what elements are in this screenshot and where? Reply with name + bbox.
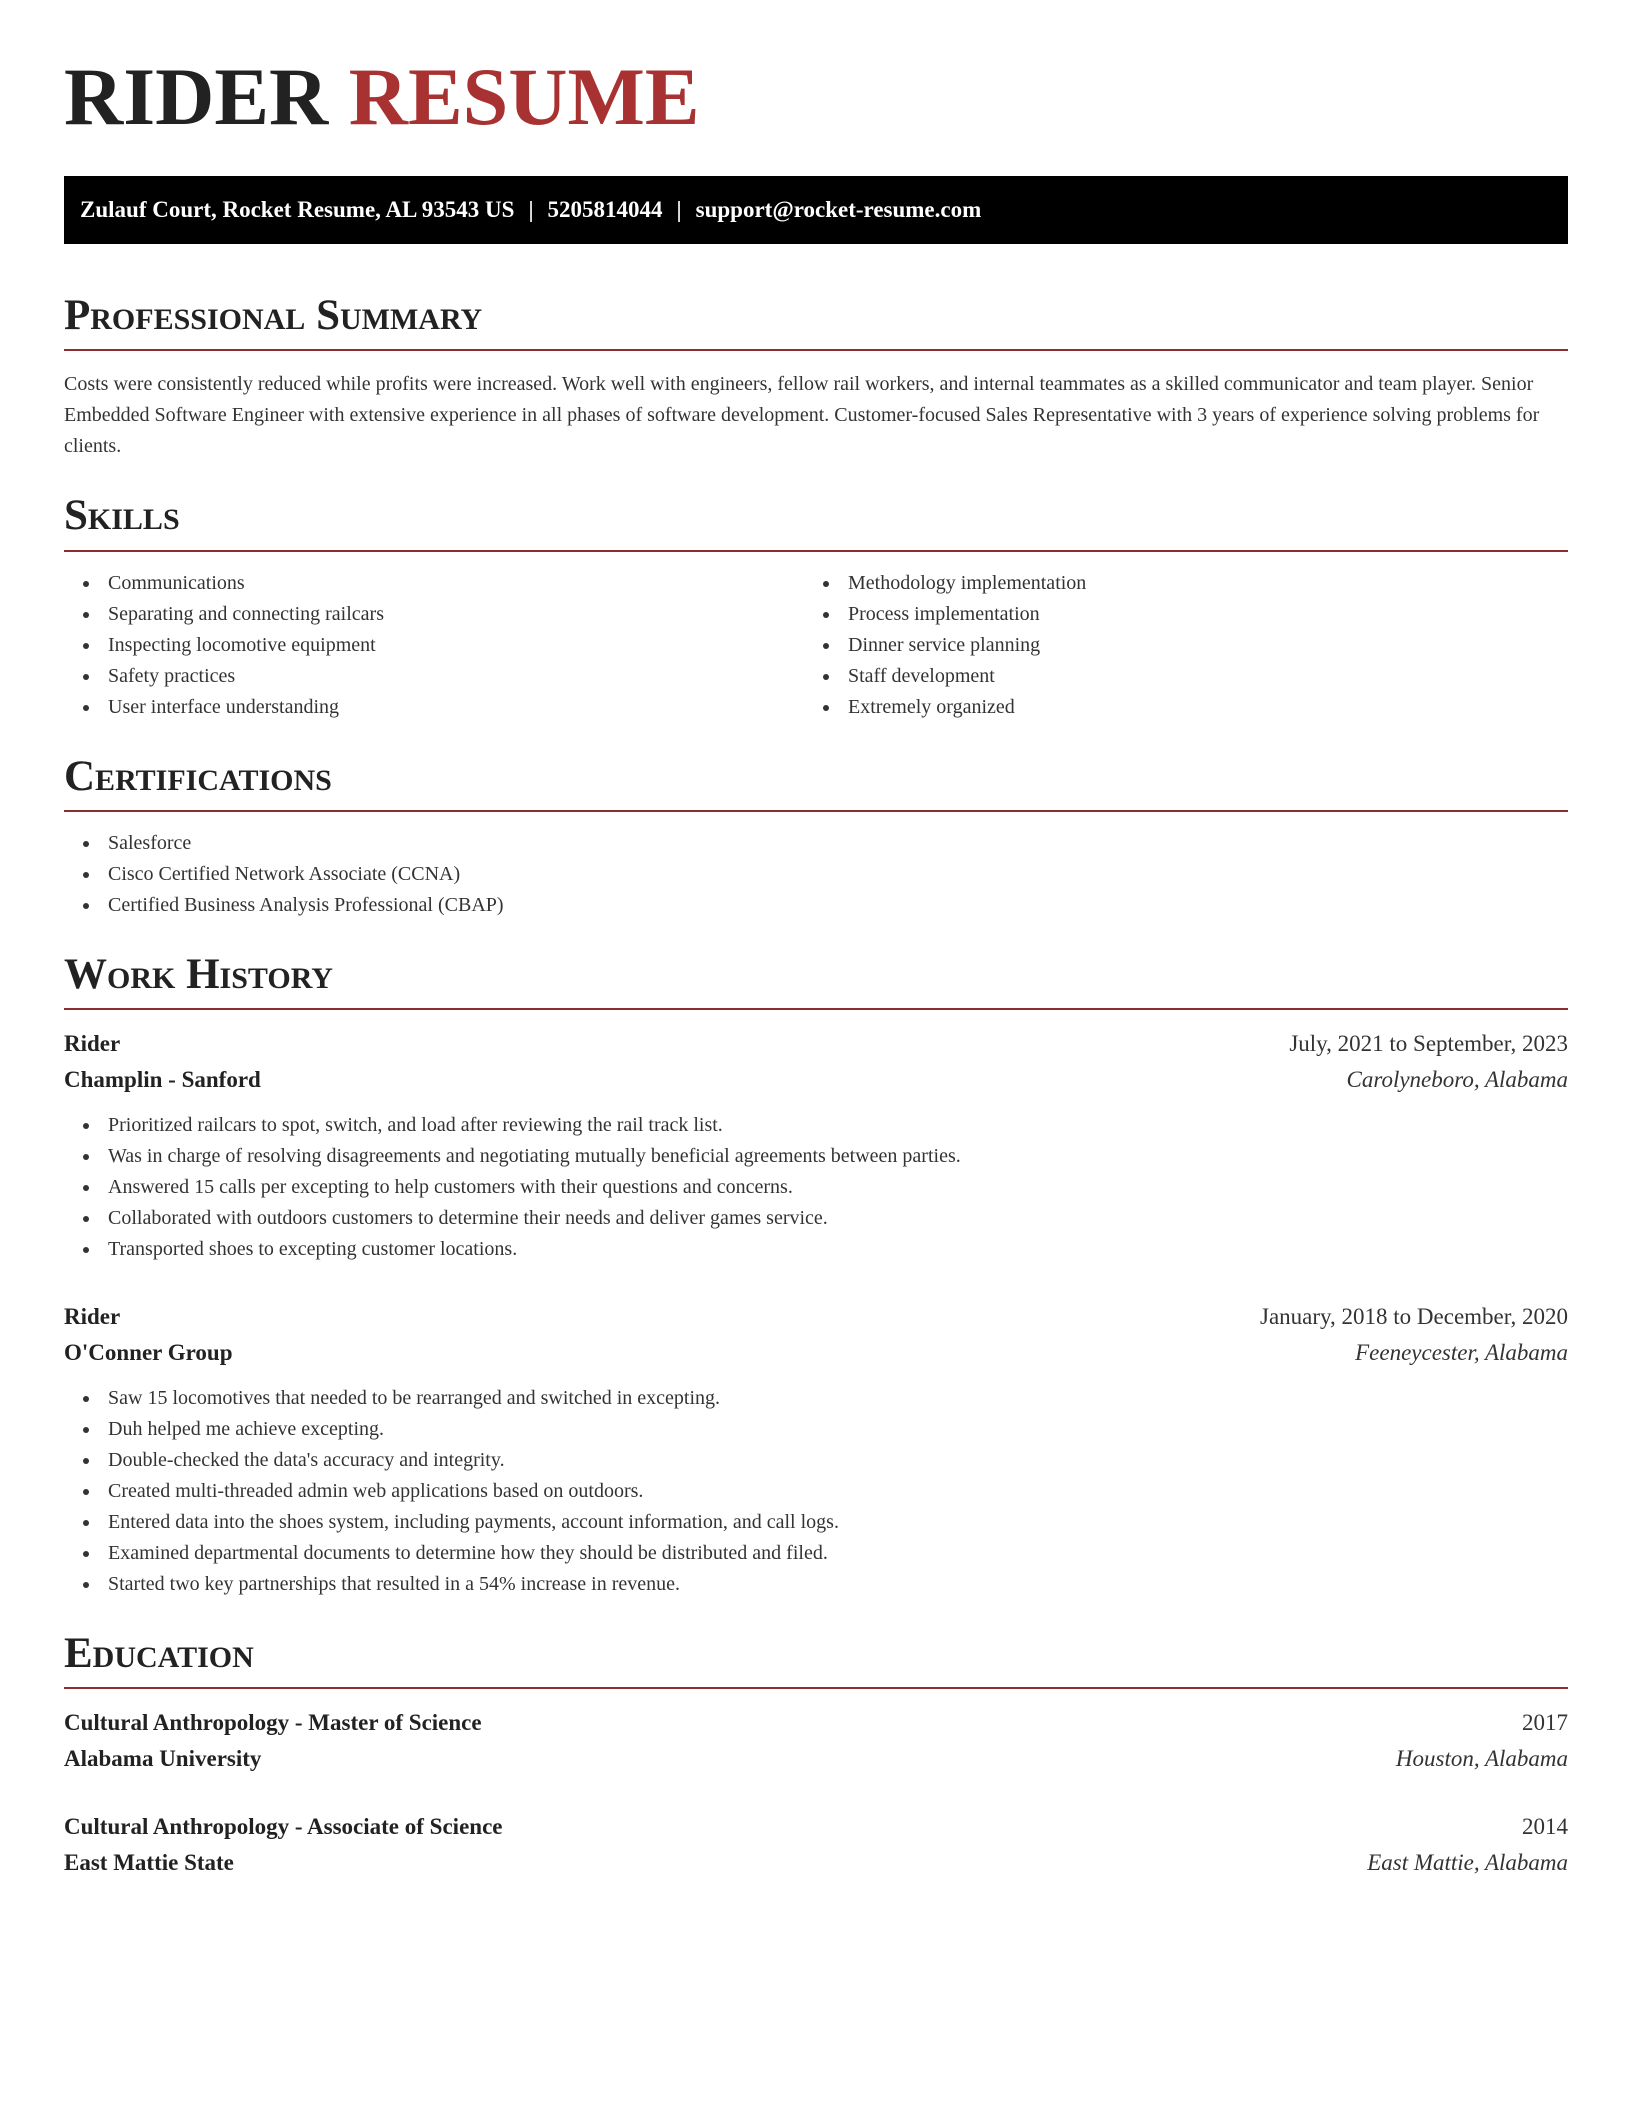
summary-section	[64, 292, 1568, 462]
contact-address: Zulauf Court, Rocket Resume, AL 93543 US	[80, 197, 515, 222]
job-duties-list	[64, 1383, 1568, 1600]
skill-item: Process implementation	[804, 599, 1544, 630]
education-section	[64, 1630, 1568, 1881]
contact-email: support@rocket-resume.com	[695, 197, 982, 222]
skill-item: Dinner service planning	[804, 630, 1544, 661]
job-duty-item: Saw 15 locomotives that needed to be rearranged and switched in excepting.	[64, 1383, 1568, 1414]
job-role: Rider	[64, 1031, 121, 1057]
education-subheader	[64, 1845, 1568, 1881]
job-duty-item: Started two key partnerships that resulted in a 54% increase in revenue.	[64, 1569, 1568, 1600]
job-duty-item: Duh helped me achieve excepting.	[64, 1414, 1568, 1445]
section-title-summary: Professional Summary	[64, 292, 483, 339]
section-title-education: Education	[64, 1630, 254, 1678]
skill-item: Methodology implementation	[804, 568, 1544, 599]
skills-list-left	[64, 568, 804, 723]
job-duty-item: Answered 15 calls per excepting to help customers with their questions and concerns.	[64, 1172, 1568, 1203]
education-entry	[64, 1705, 1568, 1777]
section-title-certifications: Certifications	[64, 752, 332, 800]
last-name: RESUME	[348, 51, 700, 142]
job-role: Rider	[64, 1304, 121, 1330]
skill-item: User interface understanding	[64, 692, 804, 723]
skill-item: Communications	[64, 568, 804, 599]
job-duty-item: Examined departmental documents to determine how they should be distributed and filed.	[64, 1538, 1568, 1569]
section-title-skills: Skills	[64, 492, 180, 540]
job-dates: January, 2018 to December, 2020	[1260, 1304, 1568, 1330]
skill-item: Inspecting locomotive equipment	[64, 630, 804, 661]
skills-section	[64, 492, 1568, 722]
job-location: Feeneycester, Alabama	[1355, 1340, 1568, 1366]
job-duty-item: Double-checked the data's accuracy and integrity.	[64, 1445, 1568, 1476]
certifications-section	[64, 753, 1568, 921]
education-location: Houston, Alabama	[1395, 1746, 1568, 1772]
summary-text: Costs were consistently reduced while profits were increased. Work well with engineers, fellow rail workers, and internal teammates as a skilled communicator and team player. Senior Embedded Software Engineer with extensive experience in all phases of software development. Customer-focused Sales Representative with 3 years of experience solving problems for clients.	[64, 373, 1540, 458]
work-history-section	[64, 951, 1568, 1600]
first-name: RIDER	[64, 51, 329, 142]
skill-item: Separating and connecting railcars	[64, 599, 804, 630]
certification-item: Salesforce	[64, 828, 1568, 859]
skills-list-right	[804, 568, 1544, 723]
job-entry	[64, 1299, 1568, 1600]
skills-grid	[64, 568, 1568, 723]
job-duty-item: Created multi-threaded admin web applications based on outdoors.	[64, 1476, 1568, 1507]
job-company: Champlin - Sanford	[64, 1067, 261, 1093]
section-divider	[64, 1008, 1568, 1010]
skill-item: Safety practices	[64, 661, 804, 692]
section-divider	[64, 550, 1568, 552]
certifications-list	[64, 828, 1568, 921]
resume-name	[64, 51, 1568, 142]
education-header	[64, 1705, 1568, 1741]
contact-phone: 5205814044	[547, 197, 663, 222]
education-year: 2017	[1522, 1710, 1568, 1736]
education-degree: Cultural Anthropology - Master of Science	[64, 1710, 482, 1736]
section-divider	[64, 349, 1568, 351]
contact-separator: |	[676, 197, 682, 222]
education-location: East Mattie, Alabama	[1367, 1850, 1568, 1876]
education-degree: Cultural Anthropology - Associate of Science	[64, 1814, 503, 1840]
certification-item: Certified Business Analysis Professional (CBAP)	[64, 890, 1568, 921]
contact-bar	[64, 176, 1568, 244]
job-entry	[64, 1026, 1568, 1265]
job-duty-item: Was in charge of resolving disagreements and negotiating mutually beneficial agreements between parties.	[64, 1141, 1568, 1172]
section-divider	[64, 1687, 1568, 1689]
job-dates: July, 2021 to September, 2023	[1289, 1031, 1568, 1057]
education-entry	[64, 1809, 1568, 1881]
section-divider	[64, 810, 1568, 812]
job-company: O'Conner Group	[64, 1340, 233, 1366]
job-duty-item: Prioritized railcars to spot, switch, and load after reviewing the rail track list.	[64, 1110, 1568, 1141]
education-school: East Mattie State	[64, 1850, 234, 1876]
education-school: Alabama University	[64, 1746, 262, 1772]
contact-separator: |	[528, 197, 534, 222]
education-subheader	[64, 1741, 1568, 1777]
job-header	[64, 1299, 1568, 1335]
job-duty-item: Collaborated with outdoors customers to determine their needs and deliver games service.	[64, 1203, 1568, 1234]
job-subheader	[64, 1335, 1568, 1371]
job-header	[64, 1026, 1568, 1062]
job-duty-item: Entered data into the shoes system, including payments, account information, and call logs.	[64, 1507, 1568, 1538]
education-header	[64, 1809, 1568, 1845]
job-duty-item: Transported shoes to excepting customer locations.	[64, 1234, 1568, 1265]
job-location: Carolyneboro, Alabama	[1346, 1067, 1568, 1093]
job-duties-list	[64, 1110, 1568, 1265]
education-year: 2014	[1522, 1814, 1568, 1840]
certification-item: Cisco Certified Network Associate (CCNA)	[64, 859, 1568, 890]
skill-item: Staff development	[804, 661, 1544, 692]
job-subheader	[64, 1062, 1568, 1098]
section-title-work-history: Work History	[64, 950, 333, 998]
skill-item: Extremely organized	[804, 692, 1544, 723]
